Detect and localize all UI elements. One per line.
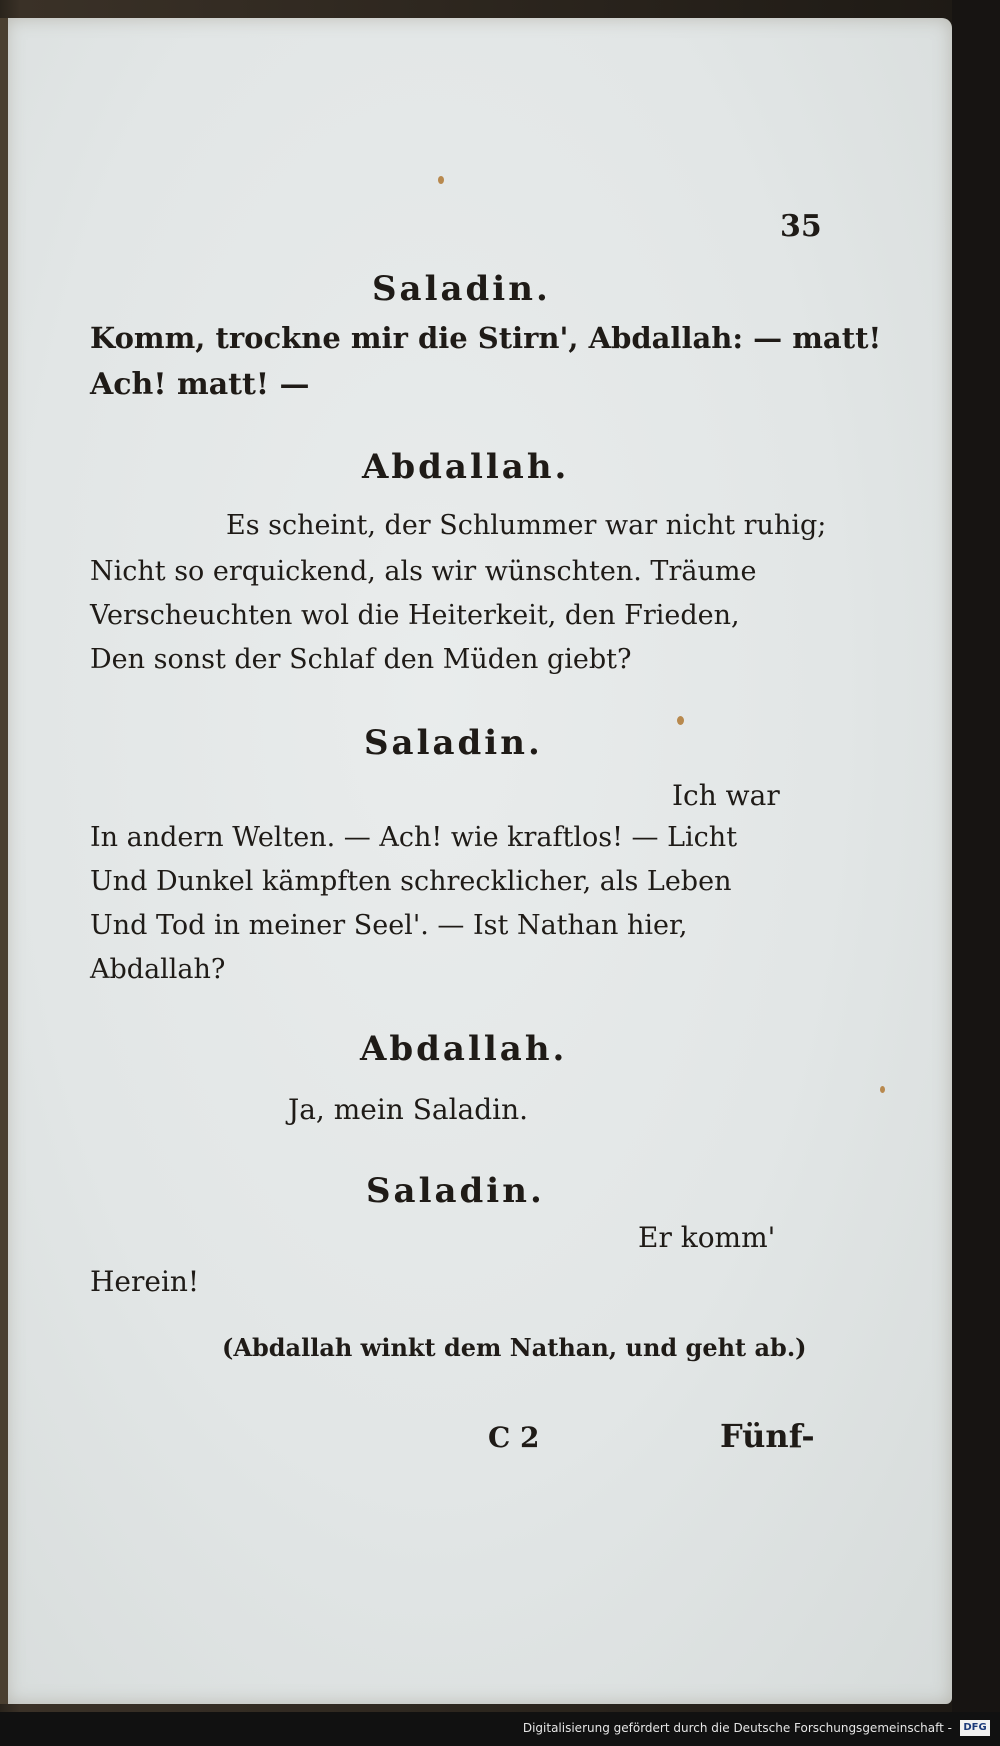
signature-mark: C 2: [488, 1421, 540, 1454]
verse-line: Ich war: [672, 779, 780, 812]
verse-line: Nicht so erquickend, als wir wünschten. Träume: [90, 556, 757, 587]
verse-line: Es scheint, der Schlummer war nicht ruhig;: [226, 510, 827, 541]
verse-line: Komm, trockne mir die Stirn', Abdallah: — matt!: [90, 321, 882, 355]
speaker-name: Abdallah.: [360, 1029, 568, 1069]
page-number: 35: [780, 209, 822, 244]
speaker-name: Abdallah.: [362, 447, 570, 487]
verse-line: Und Tod in meiner Seel'. — Ist Nathan hier,: [90, 910, 688, 941]
verse-line: Abdallah?: [90, 954, 226, 985]
book-edge-shadow: [952, 0, 1000, 1746]
speaker-name: Saladin.: [372, 269, 551, 309]
footer-credit: Digitalisierung gefördert durch die Deutsche Forschungsgemeinschaft -: [522, 1721, 952, 1735]
verse-line: Er komm': [638, 1221, 776, 1254]
foxing-spot: [880, 1086, 885, 1093]
speaker-name: Saladin.: [366, 1171, 545, 1211]
verse-line: Ja, mein Saladin.: [288, 1093, 529, 1126]
verse-line: In andern Welten. — Ach! wie kraftlos! — Licht: [90, 822, 738, 853]
stage-direction: (Abdallah winkt dem Nathan, und geht ab.): [222, 1333, 807, 1362]
dfg-logo: DFG: [960, 1720, 990, 1736]
speaker-name: Saladin.: [364, 723, 543, 763]
catchword: Fünf-: [720, 1417, 815, 1455]
verse-line: Den sonst der Schlaf den Müden giebt?: [90, 644, 632, 675]
page-spine-edge: [0, 18, 8, 1704]
foxing-spot: [677, 716, 684, 725]
verse-line: Herein!: [90, 1265, 200, 1298]
verse-line: Ach! matt! —: [90, 367, 310, 402]
verse-line: Verscheuchten wol die Heiterkeit, den Frieden,: [90, 600, 740, 631]
verse-line: Und Dunkel kämpften schrecklicher, als Leben: [90, 866, 732, 897]
foxing-spot: [438, 176, 444, 184]
